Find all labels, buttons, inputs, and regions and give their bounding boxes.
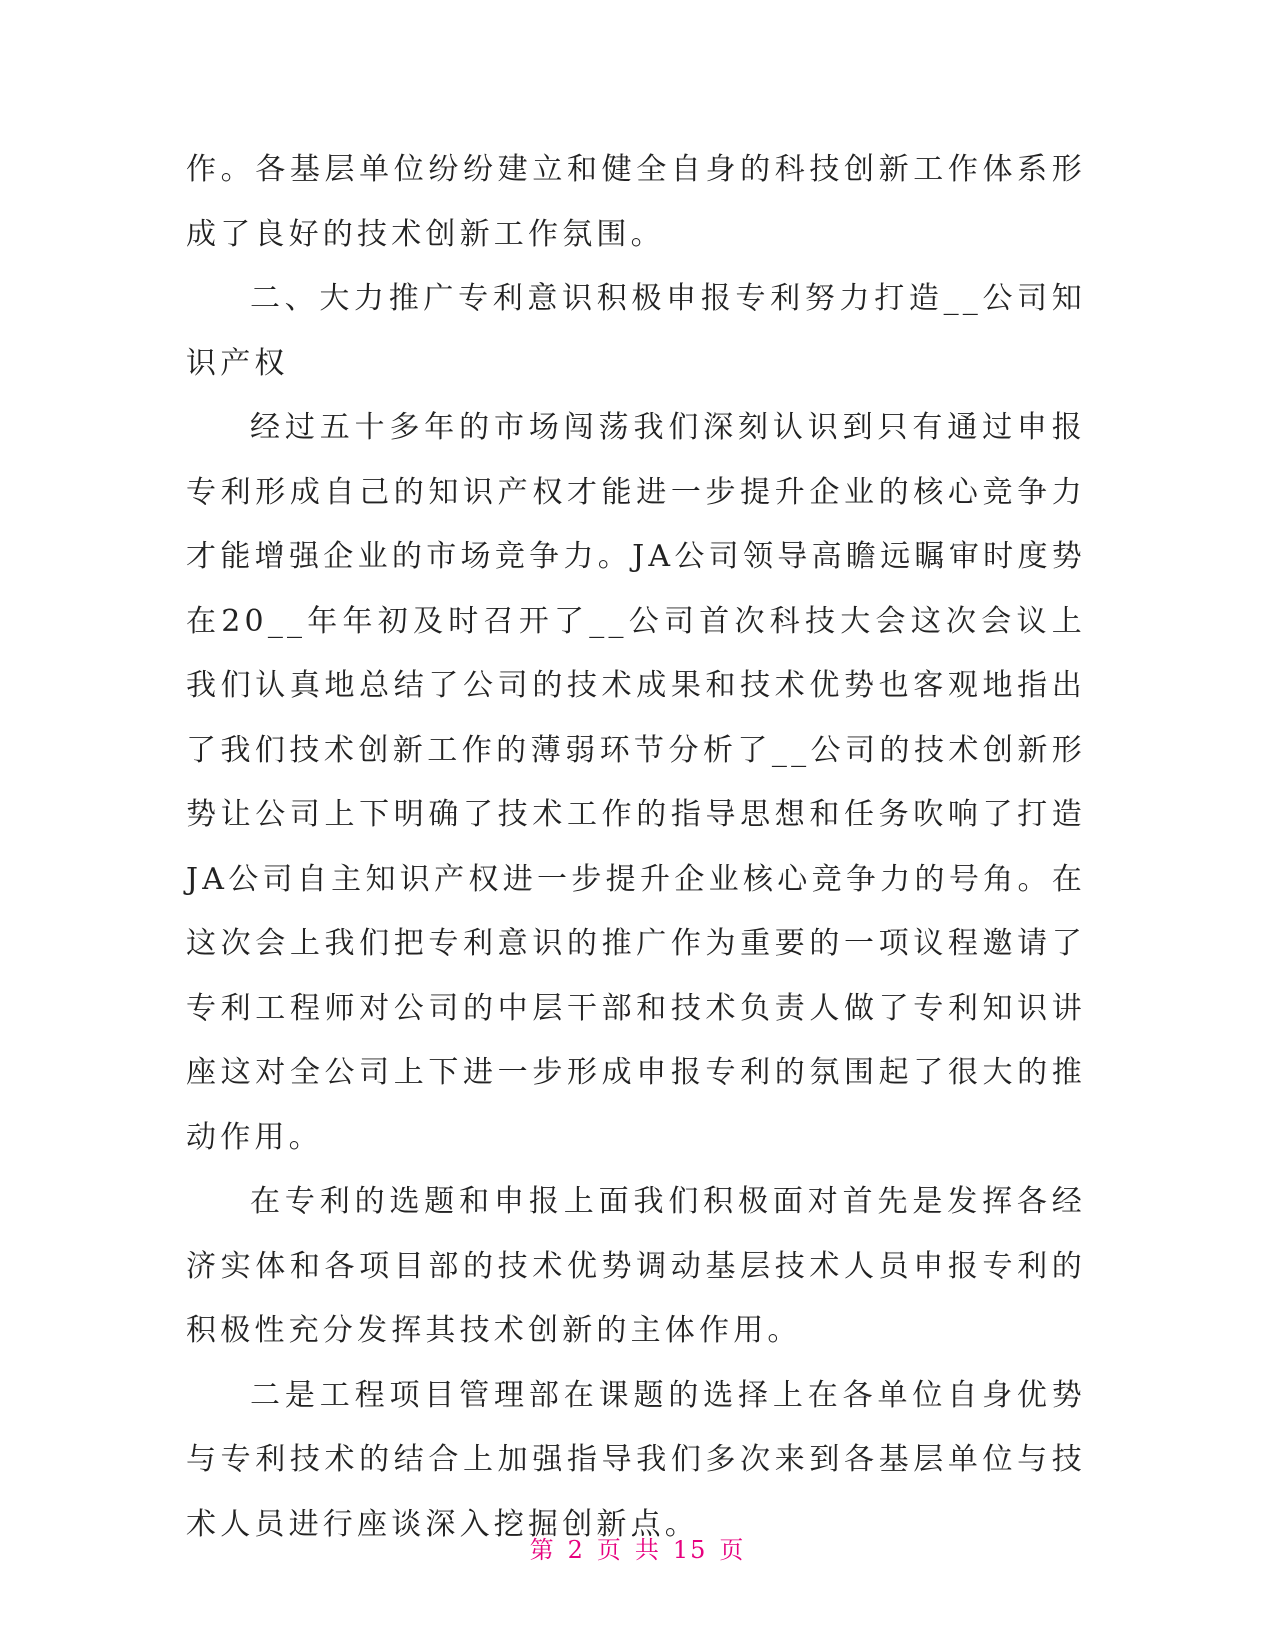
footer-suffix: 页 [719, 1536, 746, 1564]
section-heading: 二、大力推广专利意识积极申报专利努力打造__公司知识产权 [186, 281, 1086, 381]
document-body [186, 138, 1086, 1557]
footer-total-pages: 15 [672, 1536, 708, 1564]
footer-current-page: 2 [567, 1536, 585, 1564]
paragraph-topic-selection: 在专利的选题和申报上面我们积极面对首先是发挥各经济实体和各项目部的技术优势调动基层技术人员申报专利的积极性充分发挥其技术创新的主体作用。 [186, 1184, 1086, 1348]
paragraph-continuation: 作。各基层单位纷纷建立和健全自身的科技创新工作体系形成了良好的技术创新工作氛围。 [186, 152, 1086, 252]
footer-page-word: 页 [596, 1536, 623, 1564]
footer-total-word: 共 [634, 1536, 661, 1564]
paragraph-patent-awareness: 经过五十多年的市场闯荡我们深刻认识到只有通过申报专利形成自己的知识产权才能进一步提升企业的核心竞争力才能增强企业的市场竞争力。JA公司领导高瞻远瞩审时度势在20__年年初及时召开了__公司首次科技大会这次会议上我们认真地总结了公司的技术成果和技术优势也客观地指出了我们技术创新工作的薄弱环节分析了__公司的技术创新形势让公司上下明确了技术工作的指导思想和任务吹响了打造JA公司自主知识产权进一步提升企业核心竞争力的号角。在这次会上我们把专利意识的推广作为重要的一项议程邀请了专利工程师对公司的中层干部和技术负责人做了专利知识讲座这对全公司上下进一步形成申报专利的氛围起了很大的推动作用。 [186, 410, 1086, 1155]
footer-prefix: 第 [529, 1536, 556, 1564]
paragraph-project-management: 二是工程项目管理部在课题的选择上在各单位自身优势与专利技术的结合上加强指导我们多次来到各基层单位与技术人员进行座谈深入挖掘创新点。 [186, 1377, 1086, 1542]
page-footer [0, 1530, 1275, 1565]
